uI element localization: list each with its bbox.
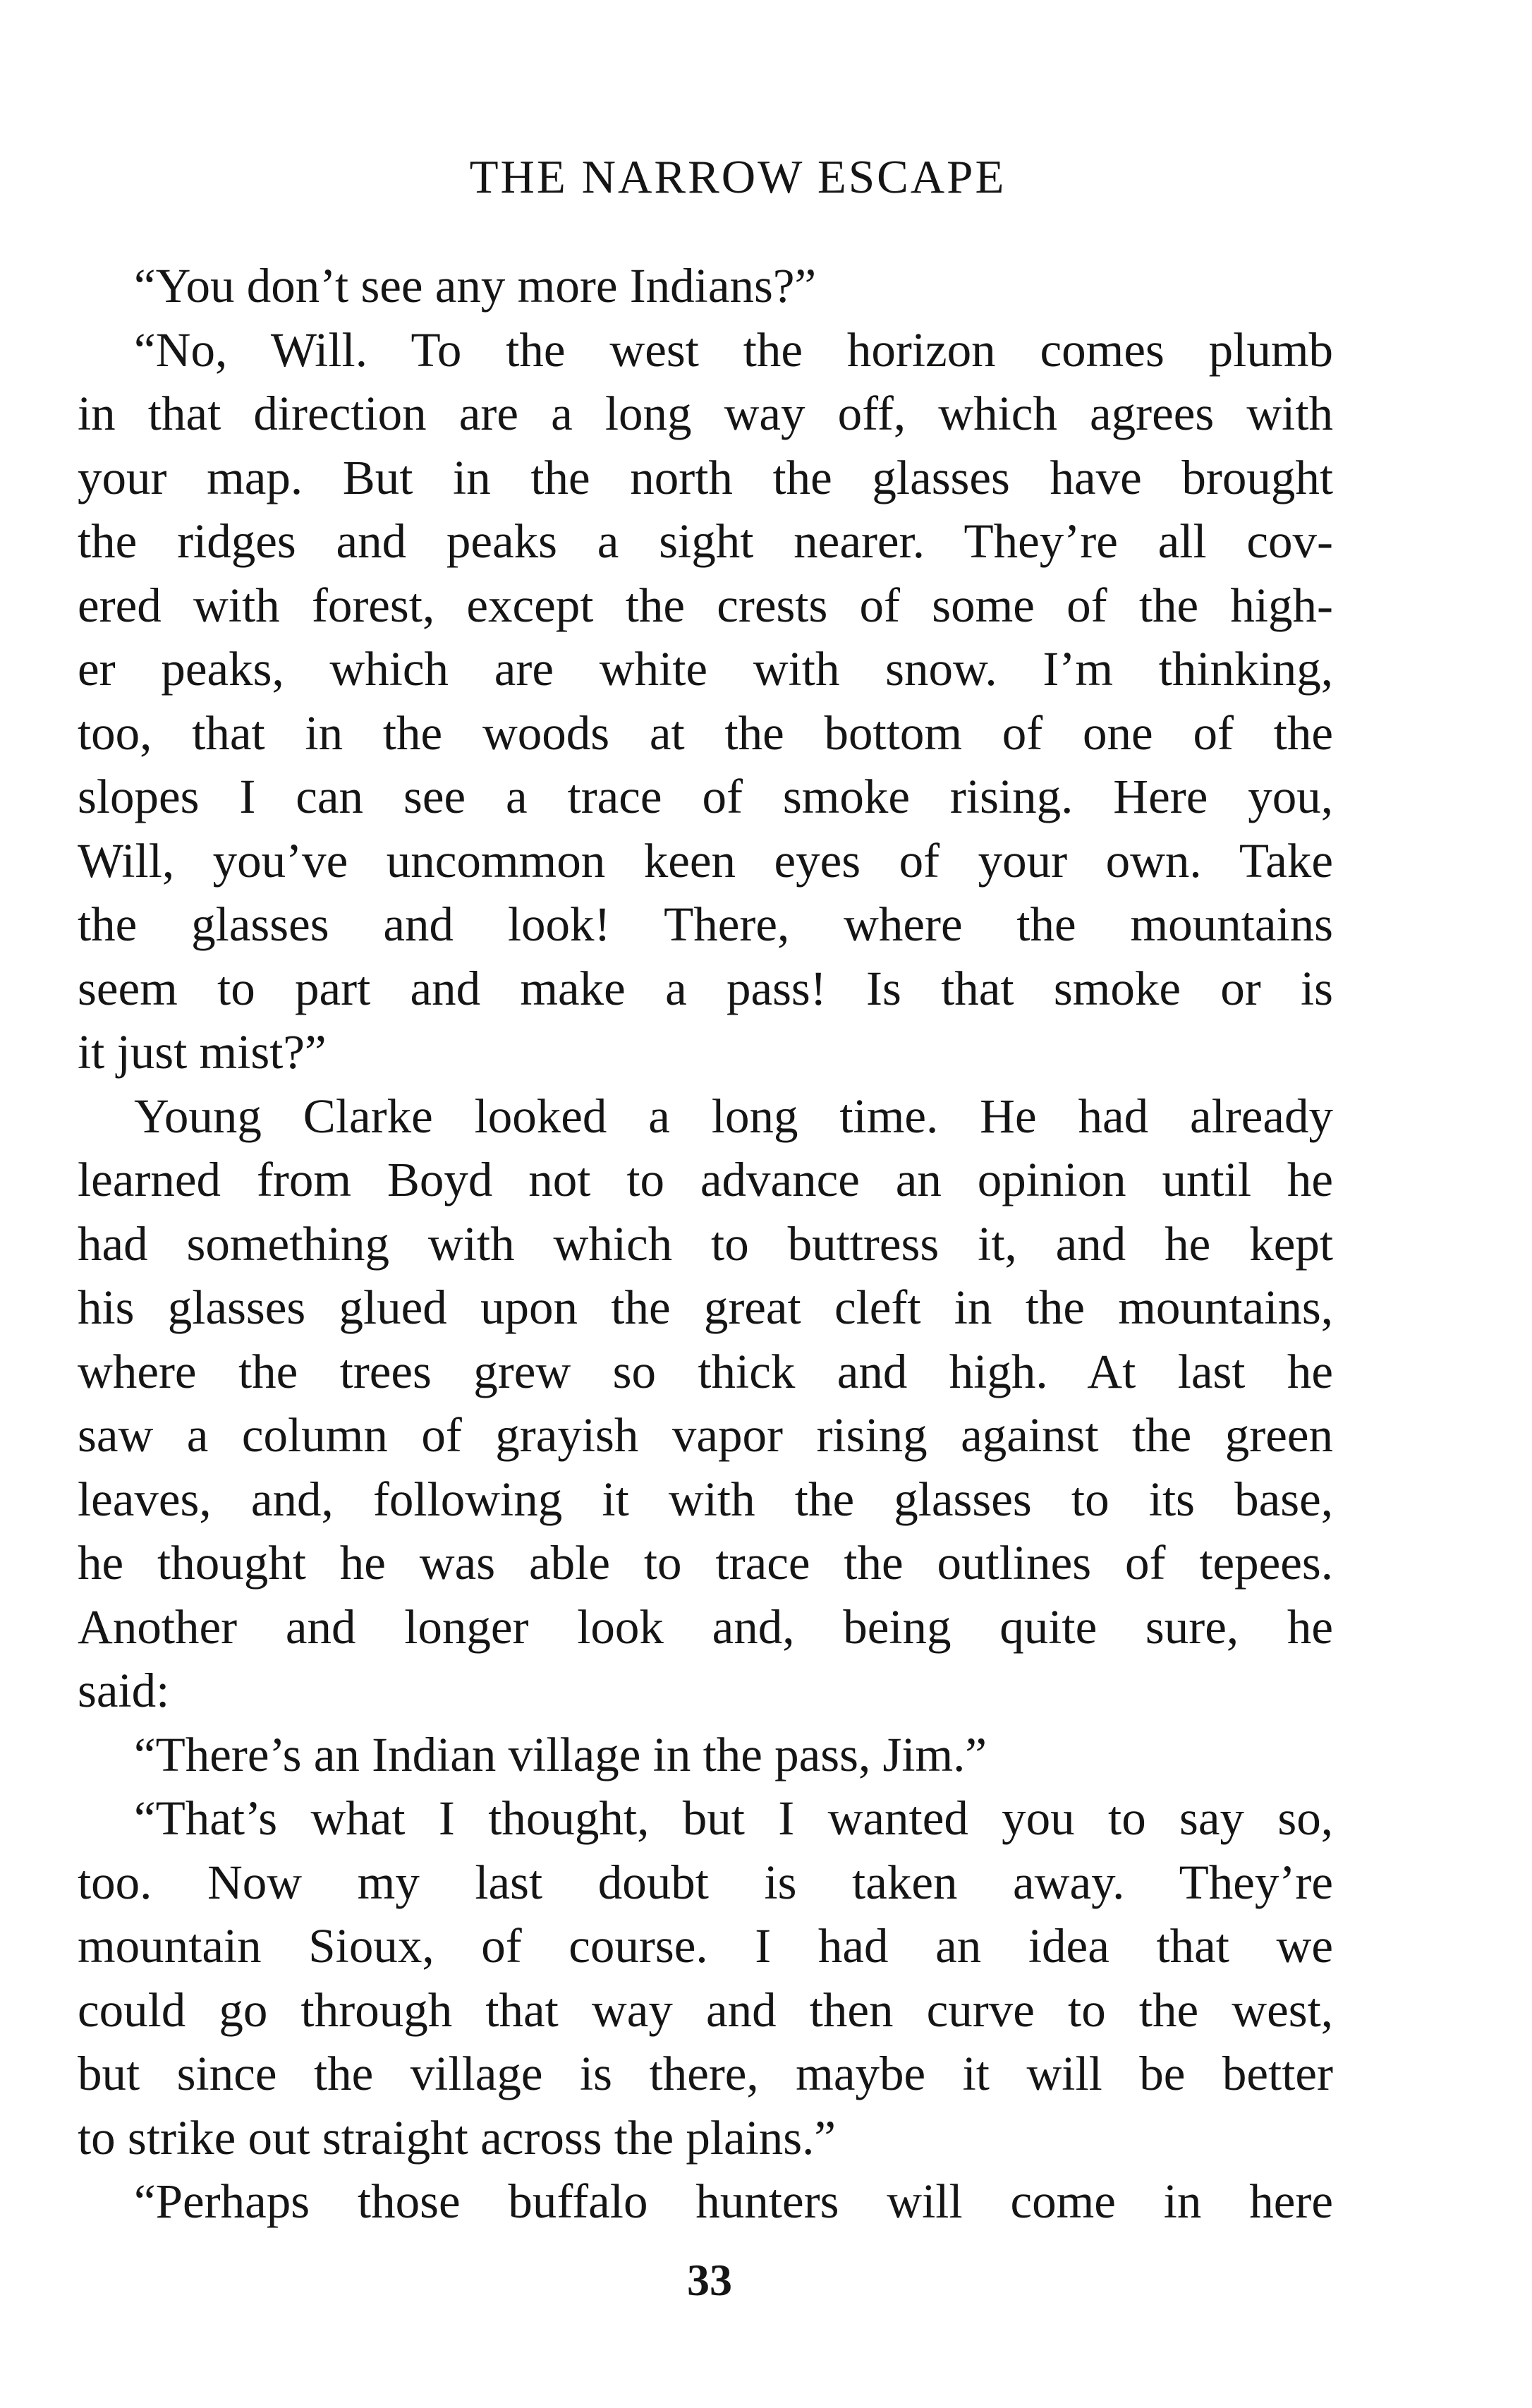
text-line: ered with forest, except the crests of some of the high- xyxy=(78,578,1333,632)
text-line: Young Clarke looked a long time. He had already xyxy=(134,1089,1333,1143)
text-line: he thought he was able to trace the outlines of tepees. xyxy=(78,1536,1333,1590)
text-line: where the trees grew so thick and high. At last he xyxy=(78,1344,1333,1398)
text-line: learned from Boyd not to advance an opinion until he xyxy=(78,1153,1333,1206)
text-line: in that direction are a long way off, which agrees with xyxy=(78,387,1333,440)
text-line: “That’s what I thought, but I wanted you to say so, xyxy=(134,1791,1333,1845)
running-head: THE NARROW ESCAPE xyxy=(469,151,1007,203)
text-line: but since the village is there, maybe it will be better xyxy=(78,2047,1333,2100)
text-line: leaves, and, following it with the glasses to its base, xyxy=(78,1472,1333,1526)
text-line: “There’s an Indian village in the pass, Jim.” xyxy=(134,1727,987,1781)
text-line: “No, Will. To the west the horizon comes plumb xyxy=(134,322,1333,377)
text-line: his glasses glued upon the great cleft in the mountains, xyxy=(78,1281,1333,1334)
text-line: slopes I can see a trace of smoke rising. Here you, xyxy=(78,770,1333,823)
text-line: the ridges and peaks a sight nearer. They’re all cov- xyxy=(78,514,1333,568)
text-line: “Perhaps those buffalo hunters will come in here xyxy=(134,2174,1333,2228)
text-line: Will, you’ve uncommon keen eyes of your own. Take xyxy=(78,833,1333,888)
body-text xyxy=(78,254,1333,2234)
text-line: your map. But in the north the glasses have brought xyxy=(78,450,1333,504)
text-line: said: xyxy=(78,1664,170,1717)
page-number: 33 xyxy=(687,2255,732,2305)
text-line: had something with which to buttress it, and he kept xyxy=(78,1216,1333,1271)
text-line: to strike out straight across the plains.” xyxy=(78,2110,837,2165)
text-line: Another and longer look and, being quite sure, he xyxy=(78,1599,1333,1654)
text-line: too, that in the woods at the bottom of one of the xyxy=(78,706,1333,760)
text-line: seem to part and make a pass! Is that smoke or is xyxy=(78,961,1333,1015)
text-line: the glasses and look! There, where the mountains xyxy=(78,897,1333,951)
text-line: “You don’t see any more Indians?” xyxy=(134,259,817,313)
text-line: saw a column of grayish vapor rising against the green xyxy=(78,1408,1333,1462)
text-line: er peaks, which are white with snow. I’m thinking, xyxy=(78,642,1333,696)
text-line: mountain Sioux, of course. I had an idea that we xyxy=(78,1919,1333,1973)
text-line: it just mist?” xyxy=(78,1025,327,1079)
text-line: could go through that way and then curve to the west, xyxy=(78,1983,1333,2037)
text-line: too. Now my last doubt is taken away. They’re xyxy=(78,1855,1333,1909)
